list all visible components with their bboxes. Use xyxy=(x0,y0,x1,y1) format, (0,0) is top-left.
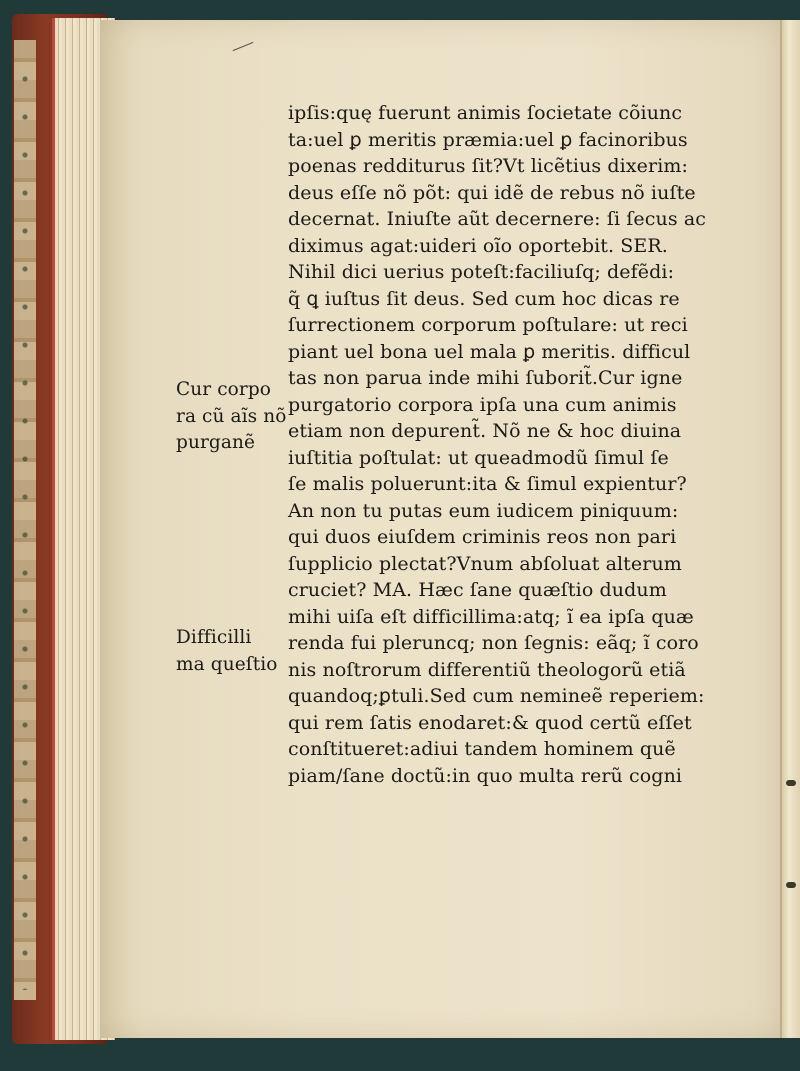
marginal-note xyxy=(176,377,291,457)
text-line: qui duos eiuſdem criminis reos non pari xyxy=(288,526,677,548)
marginal-note-line: purganẽ xyxy=(176,432,256,453)
marginal-note-line: ma queſtio xyxy=(176,653,278,675)
marginal-note-line: Difficilli xyxy=(176,627,252,648)
text-line: piam/ſane doctũ:in quo multa rerũ cogni xyxy=(288,764,683,787)
text-line: conſtitueret:adiui tandem hominem quẽ xyxy=(288,738,676,760)
text-line: ſe malis poluerunt:ita & ſimul expientur? xyxy=(288,473,687,495)
marginal-note xyxy=(176,625,291,678)
text-line: diximus agat:uideri oĩo oportebit. SER. xyxy=(288,234,668,257)
text-line: etiam non depurent̃. Nõ ne & hoc diuina xyxy=(288,420,682,442)
text-line: q̃ ꝗ iuſtus ſit deus. Sed cum hoc dicas re xyxy=(288,287,680,310)
text-line: purgatorio corpora ipſa una cum animis xyxy=(288,393,677,416)
main-text-block xyxy=(288,100,708,789)
text-line: piant uel bona uel mala ꝑ meritis. difficul xyxy=(288,340,691,363)
text-line: mihi uiſa eſt difficillima:atq; ĩ ea ipſa quæ xyxy=(288,605,694,628)
text-line: tas non parua inde mihi ſuborit̃.Cur igne xyxy=(288,367,683,389)
text-line: ſupplicio plectat?Vnum abſoluat alterum xyxy=(288,552,682,575)
text-line: nis noſtrorum differentiũ theologorũ etiã xyxy=(288,658,686,681)
text-line: decernat. Iniuſte aũt decernere: ſi ſecus ac xyxy=(288,208,706,230)
text-line: deus eſſe nõ põt: qui idẽ de rebus nõ iuſte xyxy=(288,181,696,204)
text-line: quandoq;ꝑtuli.Sed cum nemineẽ reperiem: xyxy=(288,685,705,707)
text-line: poenas redditurus ſit?Vt licẽtius dixerim: xyxy=(288,155,688,177)
text-line: Nihil dici uerius poteſt:faciliuſq; defẽdi: xyxy=(288,261,675,283)
marginal-note-line: ra cũ aĩs nõ xyxy=(176,405,287,427)
text-line: qui rem ſatis enodaret:& quod certũ eſſet xyxy=(288,711,692,734)
facing-page-edge xyxy=(782,20,800,1038)
page-edge-mark xyxy=(786,882,796,888)
text-line: renda fui pleruncq; non ſegnis: eãq; ĩ coro xyxy=(288,632,699,654)
text-line: ta:uel ꝑ meritis præmia:uel ꝑ facinoribus xyxy=(288,128,688,151)
text-line: iuſtitia poſtulat: ut queadmodũ ſimul ſe xyxy=(288,446,669,469)
text-line: ſurrectionem corporum poſtulare: ut reci xyxy=(288,314,688,336)
text-line: An non tu putas eum iudicem piniquum: xyxy=(288,499,679,522)
cover-binding-studs xyxy=(18,60,32,990)
marginal-note-line: Cur corpo xyxy=(176,379,272,400)
page-edge-mark xyxy=(786,780,796,786)
text-line: ipſis:quę fuerunt animis ſocietate cõiunc xyxy=(288,102,683,124)
text-line: cruciet? MA. Hæc ſane quæſtio dudum xyxy=(288,579,667,601)
